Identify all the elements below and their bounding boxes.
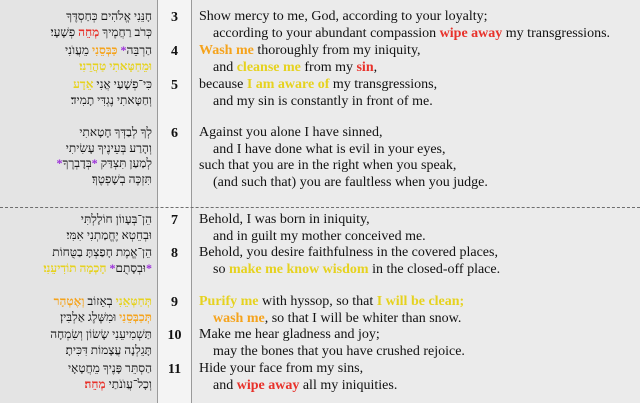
english-text (199, 9, 635, 42)
text-line (199, 60, 635, 77)
text-segment: and (213, 377, 234, 393)
text-line: and I have done what is evil in your eyes, (213, 141, 446, 157)
verse-number: 10 (167, 328, 182, 343)
hebrew-text (0, 43, 152, 74)
highlight-clean-know: I am aware of (246, 77, 330, 92)
text-segment: בְּדָבְרֶךָ (62, 156, 92, 170)
highlight-wipe-away: מְחֵה׃ (84, 376, 106, 391)
text-segment: according to your abundant compassion (213, 25, 437, 41)
text-line: Show mercy to me, God, according to your loyalty; (199, 9, 488, 24)
text-line: Hide your face from my sins, (199, 361, 364, 376)
text-segment: כִּי־פְשָׁעַי אֲנִי (96, 77, 152, 91)
english-text (199, 212, 635, 245)
english-text (199, 294, 635, 327)
text-segment: my transgressions, (332, 77, 438, 92)
text-segment: מֵעֲוֺנִי (64, 43, 89, 57)
highlight-clean-know: תְּחַטְּאֵנִי (115, 294, 152, 308)
text-line: הֵן־אֱמֶת חָפַצְתָּ בַטֻּחוֹת (52, 245, 152, 259)
highlight-clean-know: cleanse me (236, 59, 301, 75)
text-segment: from my (304, 59, 353, 75)
highlight-wash: Wash me (199, 43, 254, 58)
text-line: תַּשְׁמִיעֵנִי שָׂשׂוֹן וְשִׂמְחָה (50, 327, 152, 341)
text-line (199, 311, 635, 328)
text-line: חָנֵּנִי אֱלֹהִים כְּחַסְדֶּךָ (66, 9, 152, 23)
highlight-wipe-away: מְחֵה (78, 24, 100, 39)
text-line (0, 377, 152, 393)
text-segment: my transgressions. (505, 25, 611, 41)
text-line: תִּזְכֶּה בְשָׁפְטֶךָ׃ (91, 171, 152, 186)
text-line (199, 77, 635, 94)
text-line (0, 59, 152, 75)
english-text (199, 43, 635, 76)
text-line: may the bones that you have crushed rejoice. (213, 343, 465, 359)
text-segment: וּבְסָתֻם (115, 260, 146, 275)
text-line (199, 378, 635, 395)
text-segment: הַרְבֵּה (126, 43, 152, 57)
highlight-wipe-away: sin (356, 59, 374, 75)
highlight-wash: וְאֶטְהָר (53, 294, 85, 308)
text-line: Against you alone I have sinned, (199, 125, 383, 140)
english-text (199, 327, 635, 360)
asterisk-mark: * (146, 260, 152, 275)
text-line: וְחַטָּאתִי נֶגְדִּי תָמִיד׃ (70, 92, 152, 107)
text-line: and in guilt my mother conceived me. (213, 228, 426, 244)
text-line: Behold, I was born in iniquity, (199, 212, 370, 227)
text-line (199, 26, 635, 43)
hebrew-text (0, 77, 152, 108)
text-line: לְךָ לְבַדְּךָ חָטָאתִי (79, 125, 152, 139)
text-line: תָּגֵלְנָה עֲצָמוֹת דִּכִּיתָ׃ (65, 342, 152, 357)
text-line (199, 262, 635, 279)
text-line: הַסְתֵּר פָּנֶיךָ מֵחֲטָאָי (68, 361, 152, 375)
highlight-wash: wash me (213, 310, 265, 326)
english-text (199, 245, 635, 278)
text-segment: and (213, 59, 234, 75)
verse-number: 7 (171, 213, 178, 228)
asterisk-mark: * (56, 156, 63, 170)
hebrew-text (0, 9, 152, 40)
section-divider (0, 207, 640, 208)
text-line (0, 310, 152, 326)
text-segment: , so that I will be whiter than snow. (264, 310, 462, 326)
highlight-clean-know: וּמֵחַטָּאתִי טַהֲרֵנִי׃ (79, 58, 152, 73)
hebrew-text (0, 212, 152, 243)
text-segment: כְּרֹב רַחֲמֶיךָ (102, 24, 152, 39)
text-line: (and such that) you are faultless when you judge. (213, 174, 488, 190)
text-line: such that you are in the right when you speak, (199, 158, 457, 174)
hebrew-text (0, 294, 152, 325)
verse-number: 6 (171, 126, 178, 141)
asterisk-mark: * (120, 43, 127, 57)
hebrew-text (0, 125, 152, 187)
highlight-clean-know: make me know wisdom (228, 261, 369, 277)
text-segment: all my iniquities. (302, 377, 398, 393)
text-segment: לְמַעַן תִּצְדַּק (100, 156, 152, 170)
text-line (0, 156, 152, 172)
text-line: Behold, you desire faithfulness in the covered places, (199, 245, 498, 260)
text-line: וְהָרַע בְּעֵינֶיךָ עָשִׂיתִי (65, 140, 152, 155)
verse-number: 11 (167, 362, 182, 377)
hebrew-text (0, 327, 152, 358)
text-segment: וּמִשֶּׁלֶג אַלְבִּין׃ (60, 309, 117, 324)
verse-number: 3 (171, 10, 178, 25)
highlight-wipe-away: wipe away (236, 377, 300, 393)
english-text (199, 125, 635, 191)
text-segment: with hyssop, so that (261, 294, 374, 309)
text-line (0, 25, 152, 41)
highlight-clean-know: I will be clean; (376, 294, 465, 309)
text-segment: בְאֵזוֹב (87, 294, 113, 308)
asterisk-mark: * (91, 156, 98, 170)
hebrew-text (0, 361, 152, 392)
text-line: וּבְחֵטְא יֶחֱמַתְנִי אִמִּי׃ (66, 227, 152, 242)
text-line (199, 294, 635, 311)
text-line: הֵן־בְּעָווֹן חוֹלָלְתִּי (80, 212, 152, 226)
text-line (199, 43, 635, 60)
text-segment: because (199, 77, 244, 92)
text-segment: , (373, 59, 378, 75)
hebrew-text (0, 245, 152, 276)
verse-number: 8 (171, 246, 178, 261)
text-line (0, 43, 152, 59)
text-line (0, 294, 152, 310)
highlight-wash: כַּבְּסֵנִי (91, 43, 118, 57)
text-line: Make me hear gladness and joy; (199, 327, 380, 342)
text-line (0, 77, 152, 93)
verse-number: 5 (171, 78, 178, 93)
english-text (199, 77, 635, 110)
text-segment: so (213, 261, 226, 277)
text-segment: פְשָׁעָי׃ (50, 24, 76, 39)
verse-number: 4 (171, 44, 178, 59)
highlight-wash: תְּכַבְּסֵנִי (119, 309, 152, 324)
highlight-clean-know: Purify me (199, 294, 259, 309)
text-line (0, 261, 152, 277)
text-segment: thoroughly from my iniquity, (257, 43, 421, 58)
text-segment: in the closed-off place. (372, 261, 501, 277)
highlight-wipe-away: wipe away (439, 25, 503, 41)
text-line: and my sin is constantly in front of me. (213, 93, 433, 109)
text-segment: וְכָל־עֲוֺנֹתַי (108, 376, 152, 391)
asterisk-mark: * (109, 260, 116, 275)
english-text (199, 361, 635, 394)
highlight-clean-know: אֵדָע (73, 77, 94, 91)
highlight-clean-know: חָכְמָה תוֹדִיעֵנִי׃ (43, 260, 107, 275)
verse-number: 9 (171, 295, 178, 310)
